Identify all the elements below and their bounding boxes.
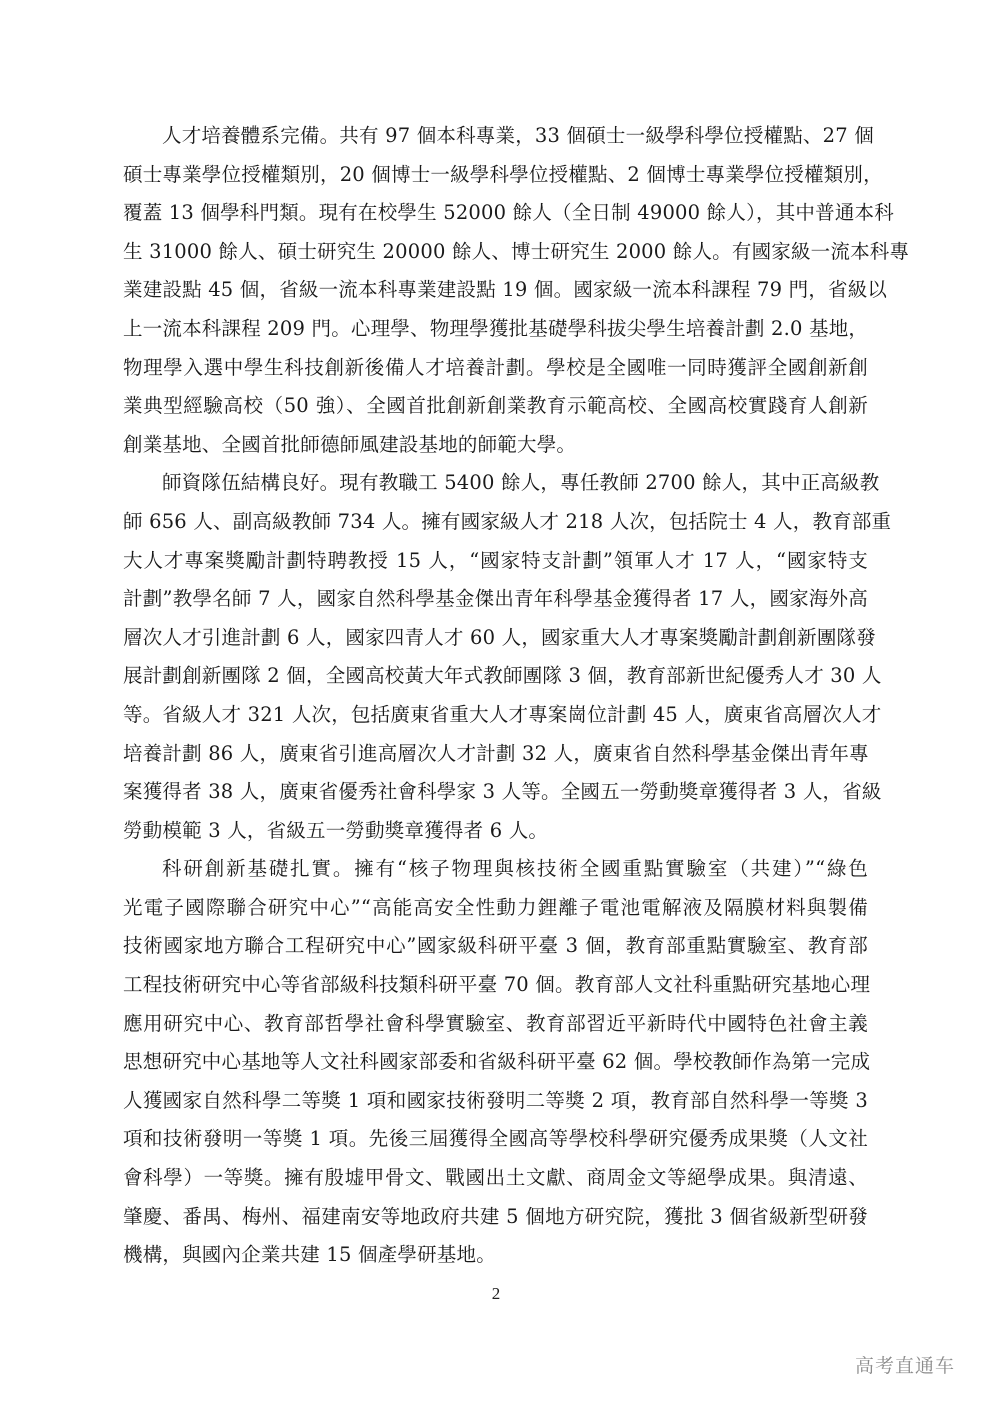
text-line: 師資隊伍結構良好。現有教職工 5400 餘人，專任教師 2700 餘人，其中正高級教 <box>162 471 880 495</box>
text-line: 機構，與國內企業共建 15 個產學研基地。 <box>123 1243 496 1267</box>
text-line: 人獲國家自然科學二等獎 1 項和國家技術發明二等獎 2 項，教育部自然科學一等獎 3 <box>123 1088 868 1112</box>
text-line: 生 31000 餘人、碩士研究生 20000 餘人、博士研究生 2000 餘人。有國家級一流本科專 <box>123 239 910 263</box>
text-line: 上一流本科課程 209 門。心理學、物理學獲批基礎學科拔尖學生培養計劃 2.0 基地， <box>123 316 869 340</box>
text-line: 碩士專業學位授權類別，20 個博士一級學科學位授權點、2 個博士專業學位授權類別， <box>123 162 883 186</box>
text-line: 思想研究中心基地等人文社科國家部委和省級科研平臺 62 個。學校教師作為第一完成 <box>123 1050 871 1074</box>
text-line: 層次人才引進計劃 6 人，國家四青人才 60 人，國家重大人才專案獎勵計劃創新團隊發 <box>123 625 876 649</box>
paragraph-faculty <box>123 464 892 850</box>
page-number: 2 <box>491 1284 501 1303</box>
text-line: 師 656 人、副高級教師 734 人。擁有國家級人才 218 人次，包括院士 4 人，教育部重 <box>123 509 892 533</box>
text-line: 應用研究中心、教育部哲學社會科學實驗室、教育部習近平新時代中國特色社會主義 <box>123 1011 868 1035</box>
text-line: 技術國家地方聯合工程研究中心”國家級科研平臺 3 個，教育部重點實驗室、教育部 <box>123 934 868 958</box>
text-line: 覆蓋 13 個學科門類。現有在校學生 52000 餘人（全日制 49000 餘人），其中普通本科 <box>123 201 894 225</box>
text-line: 勞動模範 3 人，省級五一勞動獎章獲得者 6 人。 <box>123 818 549 842</box>
text-line: 案獲得者 38 人，廣東省優秀社會科學家 3 人等。全國五一勞動獎章獲得者 3 人，省級 <box>123 780 882 804</box>
text-line: 培養計劃 86 人，廣東省引進高層次人才計劃 32 人，廣東省自然科學基金傑出青年專 <box>123 741 869 765</box>
text-line: 物理學入選中學生科技創新後備人才培養計劃。學校是全國唯一同時獲評全國創新創 <box>123 355 868 379</box>
text-line: 人才培養體系完備。共有 97 個本科專業，33 個碩士一級學科學位授權點、27 個 <box>162 124 874 147</box>
text-line: 業建設點 45 個，省級一流本科專業建設點 19 個。國家級一流本科課程 79 門，省級以 <box>123 278 888 302</box>
text-line: 光電子國際聯合研究中心”“高能高安全性動力鋰離子電池電解液及隔膜材料與製備 <box>123 895 868 919</box>
text-line: 肇慶、番禺、梅州、福建南安等地政府共建 5 個地方研究院，獲批 3 個省級新型研發 <box>123 1204 868 1228</box>
text-line: 展計劃創新團隊 2 個，全國高校黃大年式教師團隊 3 個，教育部新世紀優秀人才 30 人 <box>123 664 882 688</box>
text-line: 等。省級人才 321 人次，包括廣東省重大人才專案崗位計劃 45 人，廣東省高層次人才 <box>123 702 882 726</box>
text-line: 計劃”教學名師 7 人，國家自然科學基金傑出青年科學基金獲得者 17 人，國家海外高 <box>123 587 868 611</box>
paragraph-talent-cultivation <box>123 117 910 464</box>
text-line: 項和技術發明一等獎 1 項。先後三屆獲得全國高等學校科學研究優秀成果獎（人文社 <box>123 1127 868 1151</box>
text-line: 會科學）一等獎。擁有殷墟甲骨文、戰國出土文獻、商周金文等絕學成果。與清遠、 <box>123 1166 868 1190</box>
paragraph-research <box>123 850 871 1275</box>
text-line: 科研創新基礎扎實。擁有“核子物理與核技術全國重點實驗室（共建）”“綠色 <box>162 857 868 881</box>
text-line: 創業基地、全國首批師德師風建設基地的師範大學。 <box>123 432 577 456</box>
text-line: 工程技術研究中心等省部級科技類科研平臺 70 個。教育部人文社科重點研究基地心理 <box>123 973 871 997</box>
text-line: 業典型經驗高校（50 強）、全國首批創新創業教育示範高校、全國高校實踐育人創新 <box>123 394 868 418</box>
document-body <box>123 117 910 1275</box>
watermark-text: 高考直通车 <box>855 1355 956 1377</box>
text-line: 大人才專案獎勵計劃特聘教授 15 人，“國家特支計劃”領軍人才 17 人，“國家特支 <box>123 548 868 572</box>
